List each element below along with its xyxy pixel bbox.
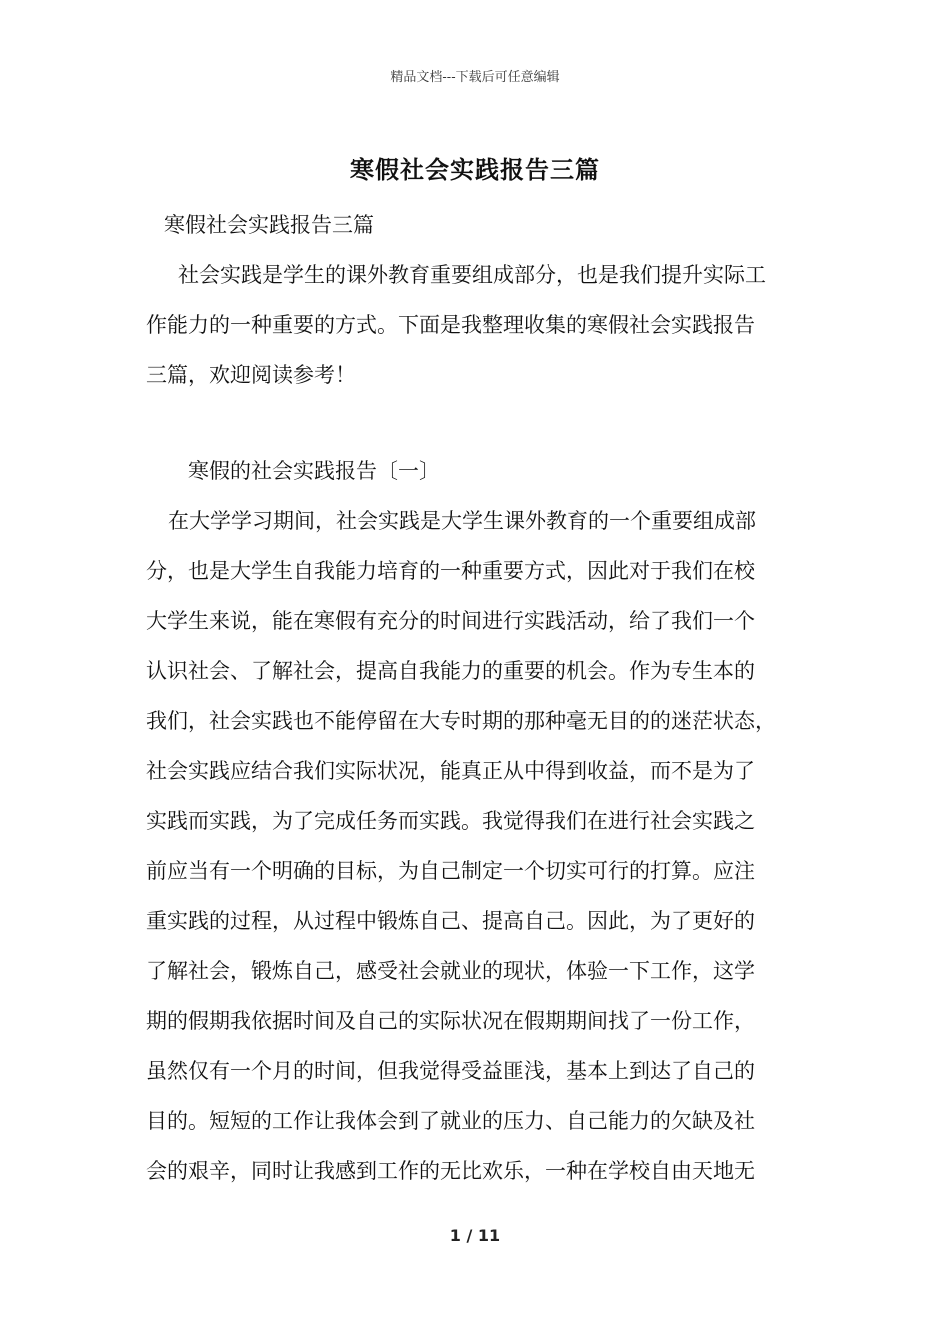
body-line: 了解社会，锻炼自己，感受社会就业的现状，体验一下工作，这学 <box>146 959 755 983</box>
intro-line: 作能力的一种重要的方式。下面是我整理收集的寒假社会实践报告 <box>146 313 755 337</box>
body-line: 我们，社会实践也不能停留在大专时期的那种毫无目的的迷茫状态， <box>146 709 776 733</box>
body-line: 社会实践应结合我们实际状况，能真正从中得到收益，而不是为了 <box>146 759 755 783</box>
body-line: 重实践的过程，从过程中锻炼自己、提高自己。因此，为了更好的 <box>146 909 755 933</box>
body-line: 前应当有一个明确的目标，为自己制定一个切实可行的打算。应注 <box>146 859 755 883</box>
document-title: 寒假社会实践报告三篇 <box>350 155 600 184</box>
document-subtitle: 寒假社会实践报告三篇 <box>164 213 374 237</box>
body-line: 目的。短短的工作让我体会到了就业的压力、自己能力的欠缺及社 <box>146 1109 755 1133</box>
body-line: 认识社会、了解社会，提高自我能力的重要的机会。作为专生本的 <box>146 659 755 683</box>
intro-line: 社会实践是学生的课外教育重要组成部分，也是我们提升实际工 <box>178 263 766 287</box>
body-line: 在大学学习期间，社会实践是大学生课外教育的一个重要组成部 <box>168 509 756 533</box>
document-body <box>146 200 826 1196</box>
body-line: 虽然仅有一个月的时间，但我觉得受益匪浅，基本上到达了自己的 <box>146 1059 755 1083</box>
body-line: 分，也是大学生自我能力培育的一种重要方式，因此对于我们在校 <box>146 559 755 583</box>
body-line: 会的艰辛，同时让我感到工作的无比欢乐，一种在学校自由天地无 <box>146 1159 755 1183</box>
page-number: 1 / 11 <box>449 1226 501 1245</box>
section-heading: 寒假的社会实践报告〔一〕 <box>188 459 440 483</box>
page-header-watermark: 精品文档---下载后可任意编辑 <box>390 70 560 85</box>
body-line: 大学生来说，能在寒假有充分的时间进行实践活动，给了我们一个 <box>146 609 755 633</box>
body-line: 期的假期我依据时间及自己的实际状况在假期期间找了一份工作， <box>146 1009 755 1033</box>
body-line: 实践而实践，为了完成任务而实践。我觉得我们在进行社会实践之 <box>146 809 755 833</box>
intro-line: 三篇，欢迎阅读参考！ <box>146 363 356 387</box>
